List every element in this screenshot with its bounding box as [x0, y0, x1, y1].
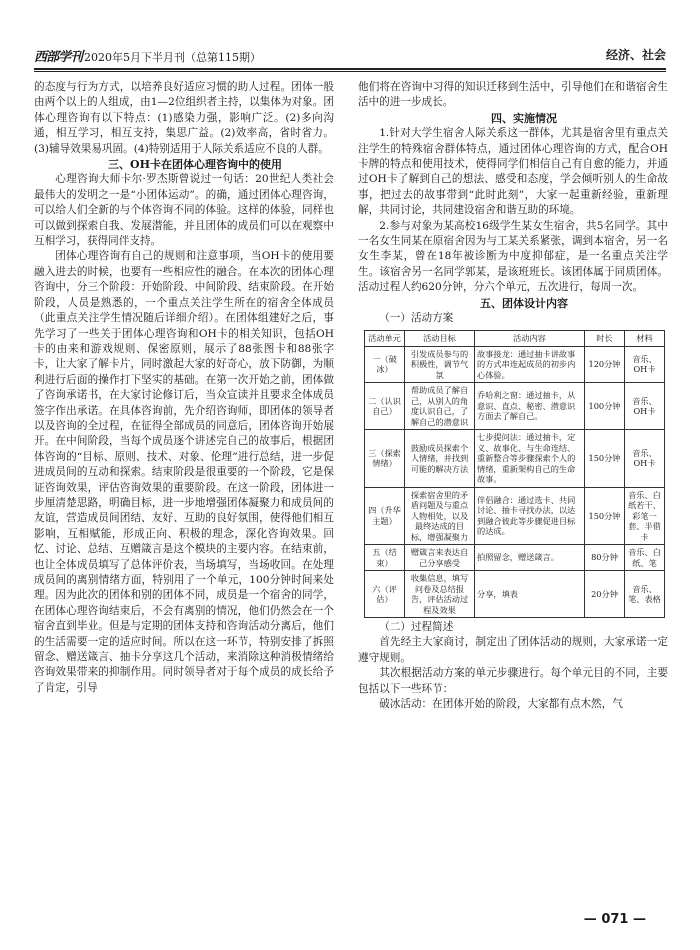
column-header: 活动目标 — [405, 330, 475, 346]
paragraph: 首先经主大家商讨，制定出了团体活动的规则，大家承诺一定遵守规则。 — [358, 636, 668, 664]
paragraph: 1.针对大学生宿舍人际关系这一群体，尤其是宿舍里有重点关注学生的特殊宿舍群体特点，通过团体心理咨询的方式，配合OH卡牌的特点和使用技术，使得同学们相信自己有自愈的能力，并通过OH卡了解到自己的想法、感受和态度，学会倾听别人的生命故事，把过去的故事带到“此时此刻”，大家一起重新经验，重新理解，共同讨论，共同建设宿舍和谐互助的环境。 — [358, 127, 668, 217]
time-cell: 150分钟 — [585, 487, 625, 545]
unit-cell: 五（结束） — [365, 545, 405, 571]
goal-cell: 收集信息，填写问卷及总结报告，评估活动过程及效果 — [405, 571, 475, 618]
column-header: 时长 — [585, 330, 625, 346]
page-header — [34, 44, 666, 68]
goal-cell: 鼓励成员探索个人情绪，并找到可能的解决方法 — [405, 430, 475, 488]
left-column — [34, 80, 334, 696]
table-row — [365, 346, 665, 383]
page-number: — 071 — — [583, 912, 646, 927]
content-cell: 拍照留念，赠送箴言。 — [475, 545, 585, 571]
paragraph: 破冰活动：在团体开始的阶段，大家都有点木然，气 — [379, 698, 623, 711]
paragraph: 心理咨询大师卡尔·罗杰斯曾说过一句话：20世纪人类社会最伟大的发明之一是“小团体运动”。的确，通过团体心理咨询，可以给人们全新的与个体咨询不同的体验。这样的体验，同样也可以做到探索自我、发展潜能，并且团体的成员们可以在观察中互相学习，获得同伴支持。 — [34, 173, 334, 248]
paragraph: 的态度与行为方式，以培养良好适应习惯的助人过程。团体一般由两个以上的人组成，由1—2位组织者主持，以集体为对象。团体心理咨询有以下特点：(1)感染力强，影响广泛。(2)多向沟通，相互学习，相互支持，集思广益。(2)效率高，省时省力。(3)辅导效果易巩固。(4)特别适用于人际关系适应不良的人群。 — [34, 81, 334, 155]
issue-info: 2020年5月下半月刊（总第115期） — [84, 51, 262, 64]
table-row — [365, 430, 665, 488]
goal-cell: 帮助成员了解自己，从别人的角度认识自己，了解自己的潜意识 — [405, 383, 475, 430]
section-title: 经济、社会 — [605, 48, 666, 62]
subsection-heading: （一）活动方案 — [379, 312, 454, 325]
right-column — [358, 80, 668, 712]
content-cell: 分享，填表 — [475, 571, 585, 618]
material-cell: 音乐、白纸若干、彩笔一套、半借卡 — [625, 487, 665, 545]
material-cell: 音乐、OH卡 — [625, 430, 665, 488]
table-row — [365, 571, 665, 618]
material-cell: 音乐、OH卡 — [625, 346, 665, 383]
goal-cell: 引发成员参与的积极性，调节气氛 — [405, 346, 475, 383]
column-header: 活动内容 — [475, 330, 585, 346]
table-row — [365, 383, 665, 430]
content-cell: 乔哈利之窗：通过抽卡，从意识、直点、秘密、潜意识方面去了解自己。 — [475, 383, 585, 430]
time-cell: 20分钟 — [585, 571, 625, 618]
header-rule-thin — [34, 71, 666, 72]
content-cell: 伴侣融合：通过选卡、共同讨论、抽卡寻找办法，以达到融合彼此等步骤促进目标的达成。 — [475, 487, 585, 545]
content-cell: 故事接龙：通过抽卡讲故事的方式串连起成员的初步内心体验。 — [475, 346, 585, 383]
table-row — [365, 487, 665, 545]
goal-cell: 探索宿舍里的矛盾问题及与重点人物相处，以及最终达成的目标，增强凝聚力 — [405, 487, 475, 545]
paragraph: 他们将在咨询中习得的知识迁移到生活中，引导他们在和谐宿舍生活中的进一步成长。 — [358, 81, 668, 109]
unit-cell: 四（升华主题） — [365, 487, 405, 545]
unit-cell: 三（探索情绪） — [365, 430, 405, 488]
paragraph: 团体心理咨询有自己的规则和注意事项，当OH卡的使用要融入进去的时候，也要有一些相应性的融合。在本次的团体心理咨询中，分三个阶段：开始阶段、中间阶段、结束阶段。在开始阶段，人员是熟悉的，一个重点关注学生所在的宿舍全体成员（此重点关注学生情况随后详细介绍）。在团体组建好之后，事先学习了一些关于团体心理咨询和OH卡的相关知识，包括OH卡的由来和游戏规则、保密原则，展示了88张图卡和88张字卡，让大家了解卡片，同时激起大家的好奇心，放下防御，为顺利进行后面的操作打下坚实的基础。在第一次开始之前，团体做了咨询承诺书，在大家讨论修订后，当众宣读并且要求全体成员签字作出承诺。在具体咨询前，先介绍咨询师，即团体的领导者以及咨询的全过程，在征得全部成员的同意后，团体咨询开始展开。在中间阶段，当每个成员逐个讲述完自己的故事后，根据团体咨询的“目标、原则、技术、对象、伦理”进行总结，进一步促进成员间的互动和探索。结束阶段是很重要的一个阶段，它是保证咨询效果，评估咨询效果的重要阶段。在这一阶段，团体进一步厘清楚思路，明确目标，进一步地增强团体凝聚力和成员间的友谊，营造成员间团结、友好、互助的良好氛围，使得他们相互影响，互相赋能，形成正向、积极的理念，深化咨询效果。回忆、讨论、总结、互赠箴言是这个模块的主要内容。在结束前，也让全体成员填写了总体评价表，当场填写，当场收回。在处理成员间的离别情绪方面，特别用了一个单元，100分钟时间来处理。因为此次的团体和别的团体不同，成员是一个宿舍的同学，在团体心理咨询结束后，不会有离别的情况，他们仍然会在一个宿舍直到毕业。但是与定期的团体支持和咨询活动分离后，他们的生活需要一定的适应时间。所以在这一环节，特别安排了拆照留念、赠送箴言、抽卡分享这几个活动，来消除这种消极情绪给咨询效果带来的抑制作用。同时领导者对于每个成员的成长给予了肯定，引导 — [34, 250, 334, 694]
time-cell: 80分钟 — [585, 545, 625, 571]
unit-cell: 二（认识自己） — [365, 383, 405, 430]
header-rule — [34, 68, 666, 70]
unit-cell: 六（评估） — [365, 571, 405, 618]
section-heading: 五、团体设计内容 — [480, 296, 568, 310]
section-heading: 三、OH卡在团体心理咨询中的使用 — [108, 158, 282, 172]
material-cell: 音乐、OH卡 — [625, 383, 665, 430]
time-cell: 120分钟 — [585, 346, 625, 383]
time-cell: 150分钟 — [585, 430, 625, 488]
goal-cell: 赠箴言来表达自己分享感受 — [405, 545, 475, 571]
material-cell: 音乐、笔、表格 — [625, 571, 665, 618]
content-cell: 七步提问法：通过抽卡，定义、故事化、与生命连结、重新整合等步骤探索个人的情绪，重新架构自己的生命故事。 — [475, 430, 585, 488]
unit-cell: 一（破冰） — [365, 346, 405, 383]
subsection-heading: （二）过程简述 — [379, 621, 454, 633]
journal-logo: 西部学刊 — [34, 50, 83, 65]
paragraph: 其次根据活动方案的单元步骤进行。每个单元目的不同，主要包括以下一些环节： — [358, 667, 668, 695]
header-left — [34, 46, 261, 65]
material-cell: 音乐、白纸、笔 — [625, 545, 665, 571]
column-header: 材料 — [625, 330, 665, 346]
table-row — [365, 545, 665, 571]
time-cell: 100分钟 — [585, 383, 625, 430]
table-header-row — [365, 330, 665, 346]
section-heading: 四、实施情况 — [491, 111, 557, 125]
paragraph: 2.参与对象为某高校16级学生某女生宿舍，共5名同学。其中一名女生同某在原宿舍因为与工某关系紧张，调到本宿舍，另一名女生李某，曾在18年被诊断为中度抑郁症，是一名重点关注学生。该宿舍另一名同学郭某，是该班班长。该团体属于同质团体。活动过程人约620分钟，分六个单元，五次进行，每周一次。 — [358, 219, 668, 294]
column-header: 活动单元 — [365, 330, 405, 346]
activity-plan-table — [364, 330, 665, 619]
